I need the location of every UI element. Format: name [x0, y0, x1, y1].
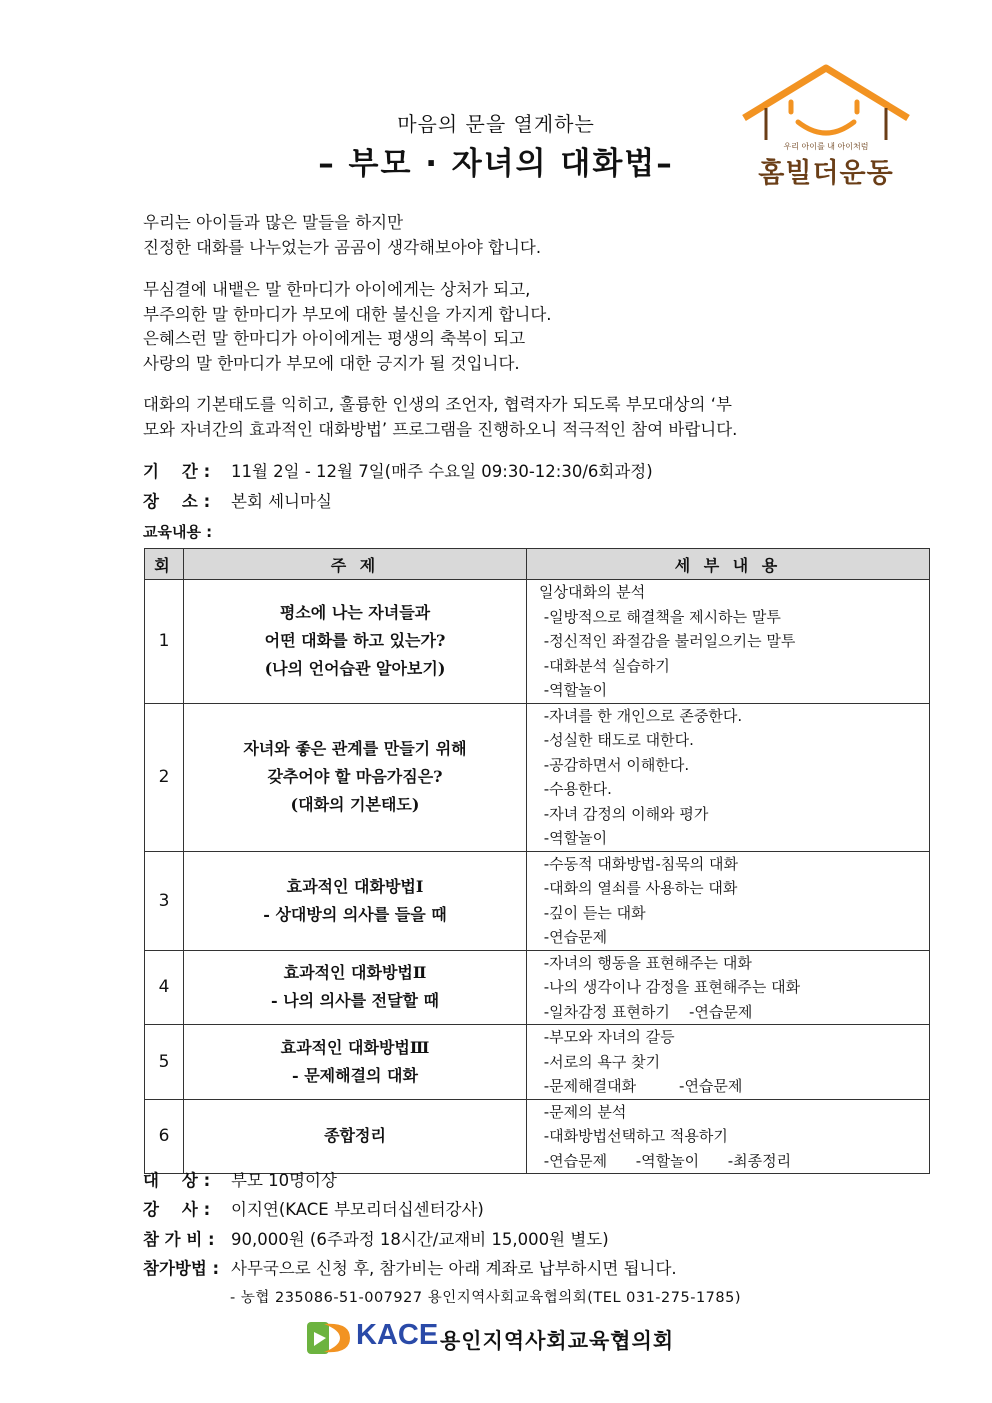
text-line: 은혜스런 말 한마디가 아이에게는 평생의 축복이 되고	[143, 329, 526, 348]
detail-line: -일방적으로 해결책을 제시하는 말투	[539, 607, 781, 626]
session-number: 6	[145, 1099, 184, 1174]
session-details	[527, 580, 930, 704]
detail-line: 일상대화의 분석	[539, 583, 646, 601]
detail-line: -역할놀이	[539, 829, 608, 847]
topic-line: - 나의 의사를 전달할 때	[270, 991, 440, 1011]
text-line: 부주의한 말 한마디가 부모에 대한 불신을 가지게 합니다.	[143, 304, 552, 324]
place-label: 장 소 :	[143, 492, 211, 511]
kace-wordmark: KACE	[356, 1319, 439, 1351]
detail-line: -수용한다.	[539, 780, 612, 798]
table-row	[145, 1099, 930, 1174]
text-line: 대화의 기본태도를 익히고, 훌륭한 인생의 조언자, 협력자가 되도록 부모대상의 ‘부	[143, 395, 732, 414]
session-details	[527, 950, 930, 1025]
intro-paragraph-3	[143, 393, 863, 442]
session-number: 4	[145, 950, 184, 1025]
session-topic	[184, 950, 527, 1025]
text-line: 무심결에 내뱉은 말 한마디가 아이에게는 상처가 되고,	[143, 280, 531, 299]
session-number: 3	[145, 851, 184, 950]
detail-line: -부모와 자녀의 갈등	[539, 1028, 675, 1046]
method-label: 참가방법 :	[143, 1259, 220, 1278]
topic-line: - 문제해결의 대화	[292, 1065, 418, 1085]
intro-paragraph-2	[143, 278, 863, 376]
detail-line: -연습문제 -역할놀이 -최종정리	[539, 1151, 792, 1170]
kace-emblem-icon	[306, 1318, 354, 1358]
detail-line: -자녀의 행동을 표현해주는 대화	[539, 953, 752, 972]
session-topic	[184, 1025, 527, 1100]
period-value: 11월 2일 - 12월 7일(매주 수요일 09:30-12:30/6회과정)	[231, 462, 653, 481]
topic-line: - 상대방의 의사를 들을 때	[263, 904, 447, 924]
method-row	[143, 1255, 677, 1279]
topic-line: 평소에 나는 자녀들과	[279, 603, 431, 623]
logo-tagline: 우리 아이를 내 아이처럼	[783, 142, 869, 151]
session-topic	[184, 580, 527, 704]
detail-line: -대화방법선택하고 적용하기	[539, 1127, 728, 1145]
detail-line: -문제해결대화 -연습문제	[539, 1077, 743, 1095]
session-details	[527, 851, 930, 950]
session-number: 5	[145, 1025, 184, 1100]
topic-line: 효과적인 대화방법Ⅱ	[283, 963, 427, 983]
detail-line: -공감하면서 이해한다.	[539, 755, 690, 774]
period-row	[143, 458, 653, 482]
detail-line: -성실한 태도로 대한다.	[539, 731, 694, 749]
intro-paragraph-1	[143, 211, 863, 260]
method-value: 사무국으로 신청 후, 참가비는 아래 계좌로 납부하시면 됩니다.	[231, 1259, 677, 1278]
table-header-row	[145, 549, 930, 580]
detail-line: -수동적 대화방법-침묵의 대화	[539, 854, 739, 873]
text-line: 우리는 아이들과 많은 말들을 하지만	[143, 213, 404, 232]
place-row	[143, 488, 332, 512]
detail-line: -대화분석 실습하기	[539, 656, 670, 675]
target-row	[143, 1167, 337, 1191]
education-content-label: 교육내용 :	[143, 523, 213, 541]
session-topic	[184, 851, 527, 950]
schedule-table	[144, 548, 930, 1174]
topic-line: 효과적인 대화방법Ⅲ	[280, 1037, 430, 1057]
table-row	[145, 580, 930, 704]
text-line: 진정한 대화를 나누었는가 곰곰이 생각해보아야 합니다.	[143, 237, 542, 257]
organization-name: 용인지역사회교육협의회	[440, 1329, 675, 1353]
topic-line: (나의 언어습관 알아보기)	[264, 659, 446, 679]
lecturer-value: 이지연(KACE 부모리더십센터강사)	[231, 1200, 484, 1219]
fee-row	[143, 1226, 609, 1250]
detail-line: -문제의 분석	[539, 1102, 627, 1121]
topic-line: 효과적인 대화방법Ⅰ	[286, 876, 424, 896]
table-row	[145, 851, 930, 950]
topic-line: 종합정리	[324, 1126, 386, 1146]
header-details: 세 부 내 용	[527, 549, 930, 580]
bank-account: - 농협 235086-51-007927 용인지역사회교육협의회(TEL 031-275-1785)	[230, 1290, 742, 1306]
session-number: 2	[145, 703, 184, 851]
table-row	[145, 703, 930, 851]
lecturer-row	[143, 1196, 484, 1220]
detail-line: -서로의 욕구 찾기	[539, 1052, 661, 1071]
detail-line: -자녀를 한 개인으로 존중한다.	[539, 706, 743, 725]
table-row	[145, 950, 930, 1025]
session-details	[527, 703, 930, 851]
table-row	[145, 1025, 930, 1100]
subtitle: 마음의 문을 열게하는	[397, 112, 595, 136]
detail-line: -깊이 듣는 대화	[539, 903, 646, 922]
topic-line: 자녀와 좋은 관계를 만들기 위해	[243, 739, 467, 758]
period-label: 기 간 :	[143, 462, 211, 481]
lecturer-label: 강 사 :	[143, 1200, 211, 1219]
session-details	[527, 1099, 930, 1174]
topic-line: (대화의 기본태도)	[290, 795, 420, 814]
place-value: 본회 세니마실	[231, 492, 332, 511]
kace-logo	[306, 1318, 439, 1358]
logo-name: 홈빌더운동	[758, 158, 894, 189]
topic-line: 어떤 대화를 하고 있는가?	[264, 631, 446, 651]
session-topic	[184, 703, 527, 851]
session-topic	[184, 1099, 527, 1174]
homebuilder-logo	[738, 62, 914, 198]
text-line: 모와 자녀간의 효과적인 대화방법’ 프로그램을 진행하오니 적극적인 참여 바랍니다.	[143, 419, 738, 439]
target-value: 부모 10명이상	[231, 1171, 337, 1190]
detail-line: -나의 생각이나 감정을 표현해주는 대화	[539, 978, 801, 996]
header-topic: 주 제	[184, 549, 527, 580]
topic-line: 갖추어야 할 마음가짐은?	[267, 767, 443, 786]
detail-line: -정신적인 좌절감을 불러일으키는 말투	[539, 632, 796, 650]
text-line: 사랑의 말 한마디가 부모에 대한 긍지가 될 것입니다.	[143, 353, 520, 373]
session-number: 1	[145, 580, 184, 704]
session-details	[527, 1025, 930, 1100]
target-label: 대 상 :	[143, 1171, 211, 1190]
header-session: 회	[145, 549, 184, 580]
detail-line: -대화의 열쇠를 사용하는 대화	[539, 879, 738, 897]
fee-value: 90,000원 (6주과정 18시간/교재비 15,000원 별도)	[231, 1230, 609, 1249]
page-title: – 부모 · 자녀의 대화법–	[318, 146, 674, 182]
detail-line: -연습문제	[539, 928, 608, 946]
fee-label: 참 가 비 :	[143, 1230, 215, 1249]
detail-line: -일차감정 표현하기 -연습문제	[539, 1002, 753, 1021]
detail-line: -역할놀이	[539, 681, 608, 699]
detail-line: -자녀 감정의 이해와 평가	[539, 804, 709, 823]
